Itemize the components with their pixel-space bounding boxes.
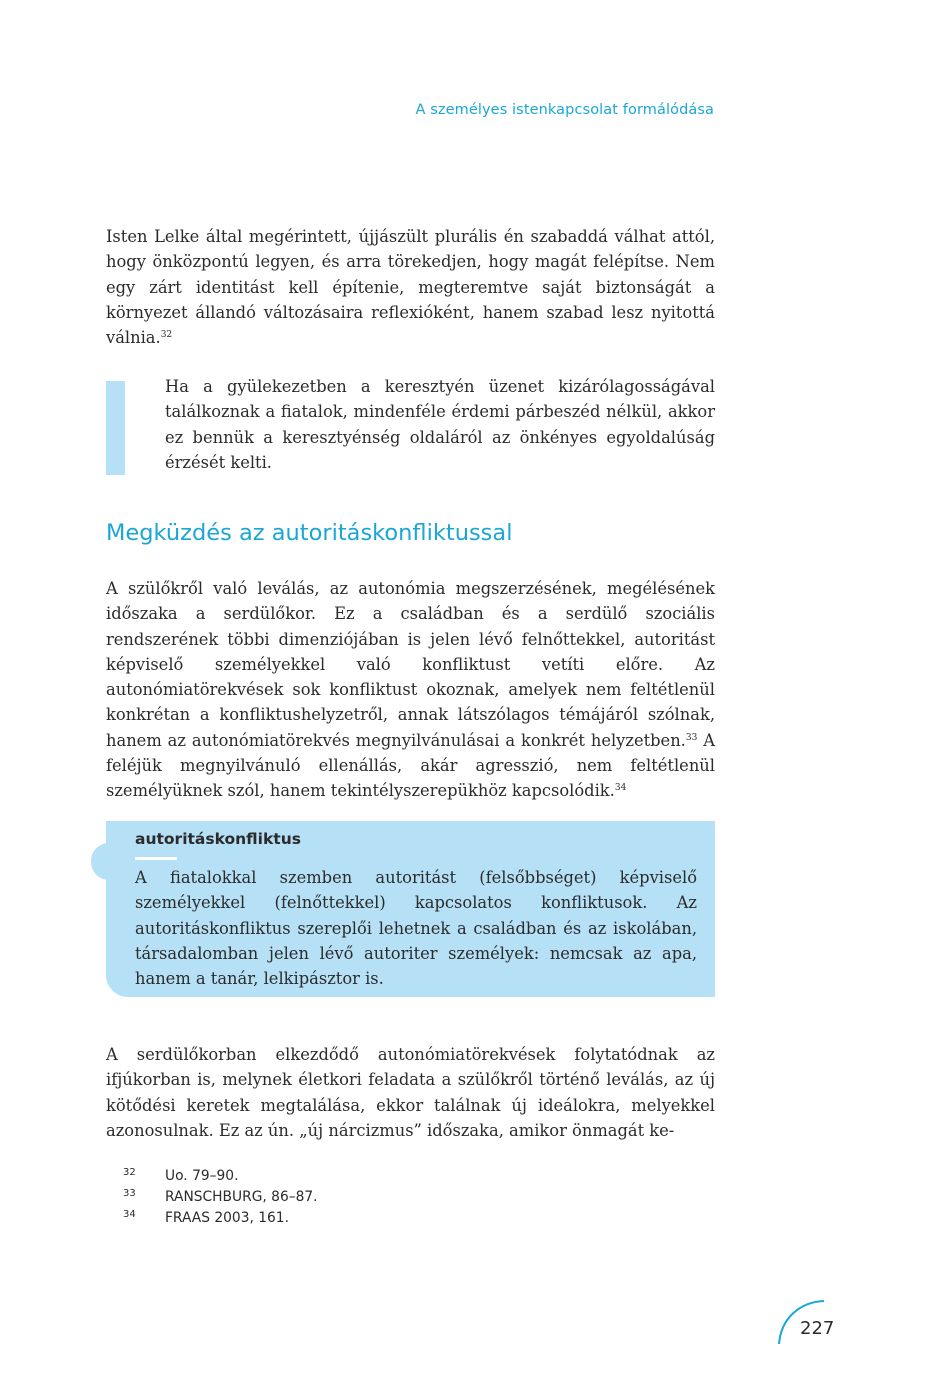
footnote-text: FRAAS 2003, 161. [165,1210,289,1226]
definition-term-underline [135,857,177,860]
footnote-ref-32[interactable]: 32 [160,330,173,341]
quote-bar [106,381,125,475]
footnote-ref-33[interactable]: 33 [685,732,698,743]
section-heading: Megküzdés az autoritáskonfliktussal [106,520,513,546]
footnote-number: 32 [123,1167,136,1178]
footnote-number: 33 [123,1188,136,1199]
footnote-ref-34[interactable]: 34 [614,783,627,794]
paragraph-text: Isten Lelke által megérintett, újjászült plurális én szabaddá válhat attól, hogy önközpontú legyen, és arra törekedjen, hogy magát felépítse. Nem egy zárt identitást kell építenie, megteremtve saját biztonságát a környezet állandó változásaira reflexióként, hanem szabad lesz nyitottá válnia. [106,227,715,348]
footnote-number: 34 [123,1209,136,1220]
footnote-32 [123,1166,318,1187]
footnote-33 [123,1187,318,1208]
page-number: 227 [800,1318,835,1339]
footnote-34 [123,1208,318,1229]
footnotes [123,1166,318,1229]
paragraph-text: A feléjük megnyilvánuló ellenállás, akár agresszió, nem feltétlenül személyüknek szól, hanem tekintélyszerepükhöz kapcsolódik. [106,730,715,801]
paragraph-new-narcissism: A serdülőkorban elkezdődő autonómiatörekvések folytatódnak az ifjúkorban is, melynek életkori feladata a szülőkről történő leválás, az új kötődési keretek megtalálása, ekkor találnak új ideálokra, melyekkel azonosulnak. Ez az ún. „új nárcizmus” időszaka, amikor önmagát ke- [106,1045,715,1140]
footnote-text: Uo. 79–90. [165,1168,239,1184]
pull-quote: Ha a gyülekezetben a keresztyén üzenet kizárólagosságával találkoznak a fiatalok, mindenféle érdemi párbeszéd nélkül, akkor ez bennük a keresztyénség oldaláról az önkényes egyoldalúság érzését kelti. [165,377,715,472]
paragraph-text: A szülőkről való leválás, az autonómia megszerzésének, megélésének időszaka a serdülőkor. Ez a családban és a serdülő szociális rendszerének többi dimenziójában is jelen lévő felnőttekkel, autoritást képviselő személyekkel való konfliktust vetíti előre. Az autonómiatörekvések sok konfliktust okoznak, amelyek nem feltétlenül konkrétan a konfliktushelyzetről, annak látszólagos témájáról szólnak, hanem az autonómiatörekvés megnyilvánulásai a konkrét helyzetben. [106,579,715,750]
definition-term: autoritáskonfliktus [135,830,301,848]
definition-text: A fiatalokkal szemben autoritást (felsőbbséget) képviselő személyekkel (felnőttekkel) kapcsolatos konfliktusok. Az autoritáskonfliktus szereplői lehetnek a családban és az iskolában, társadalomban jelen lévő autoriter személyek: nemcsak az apa, hanem a tanár, lelkipásztor is. [135,868,697,989]
paragraph-plural-self [106,224,715,350]
running-header: A személyes istenkapcsolat formálódása [415,102,714,118]
paragraph-autonomy [106,576,715,804]
footnote-text: RANSCHBURG, 86–87. [165,1189,318,1205]
